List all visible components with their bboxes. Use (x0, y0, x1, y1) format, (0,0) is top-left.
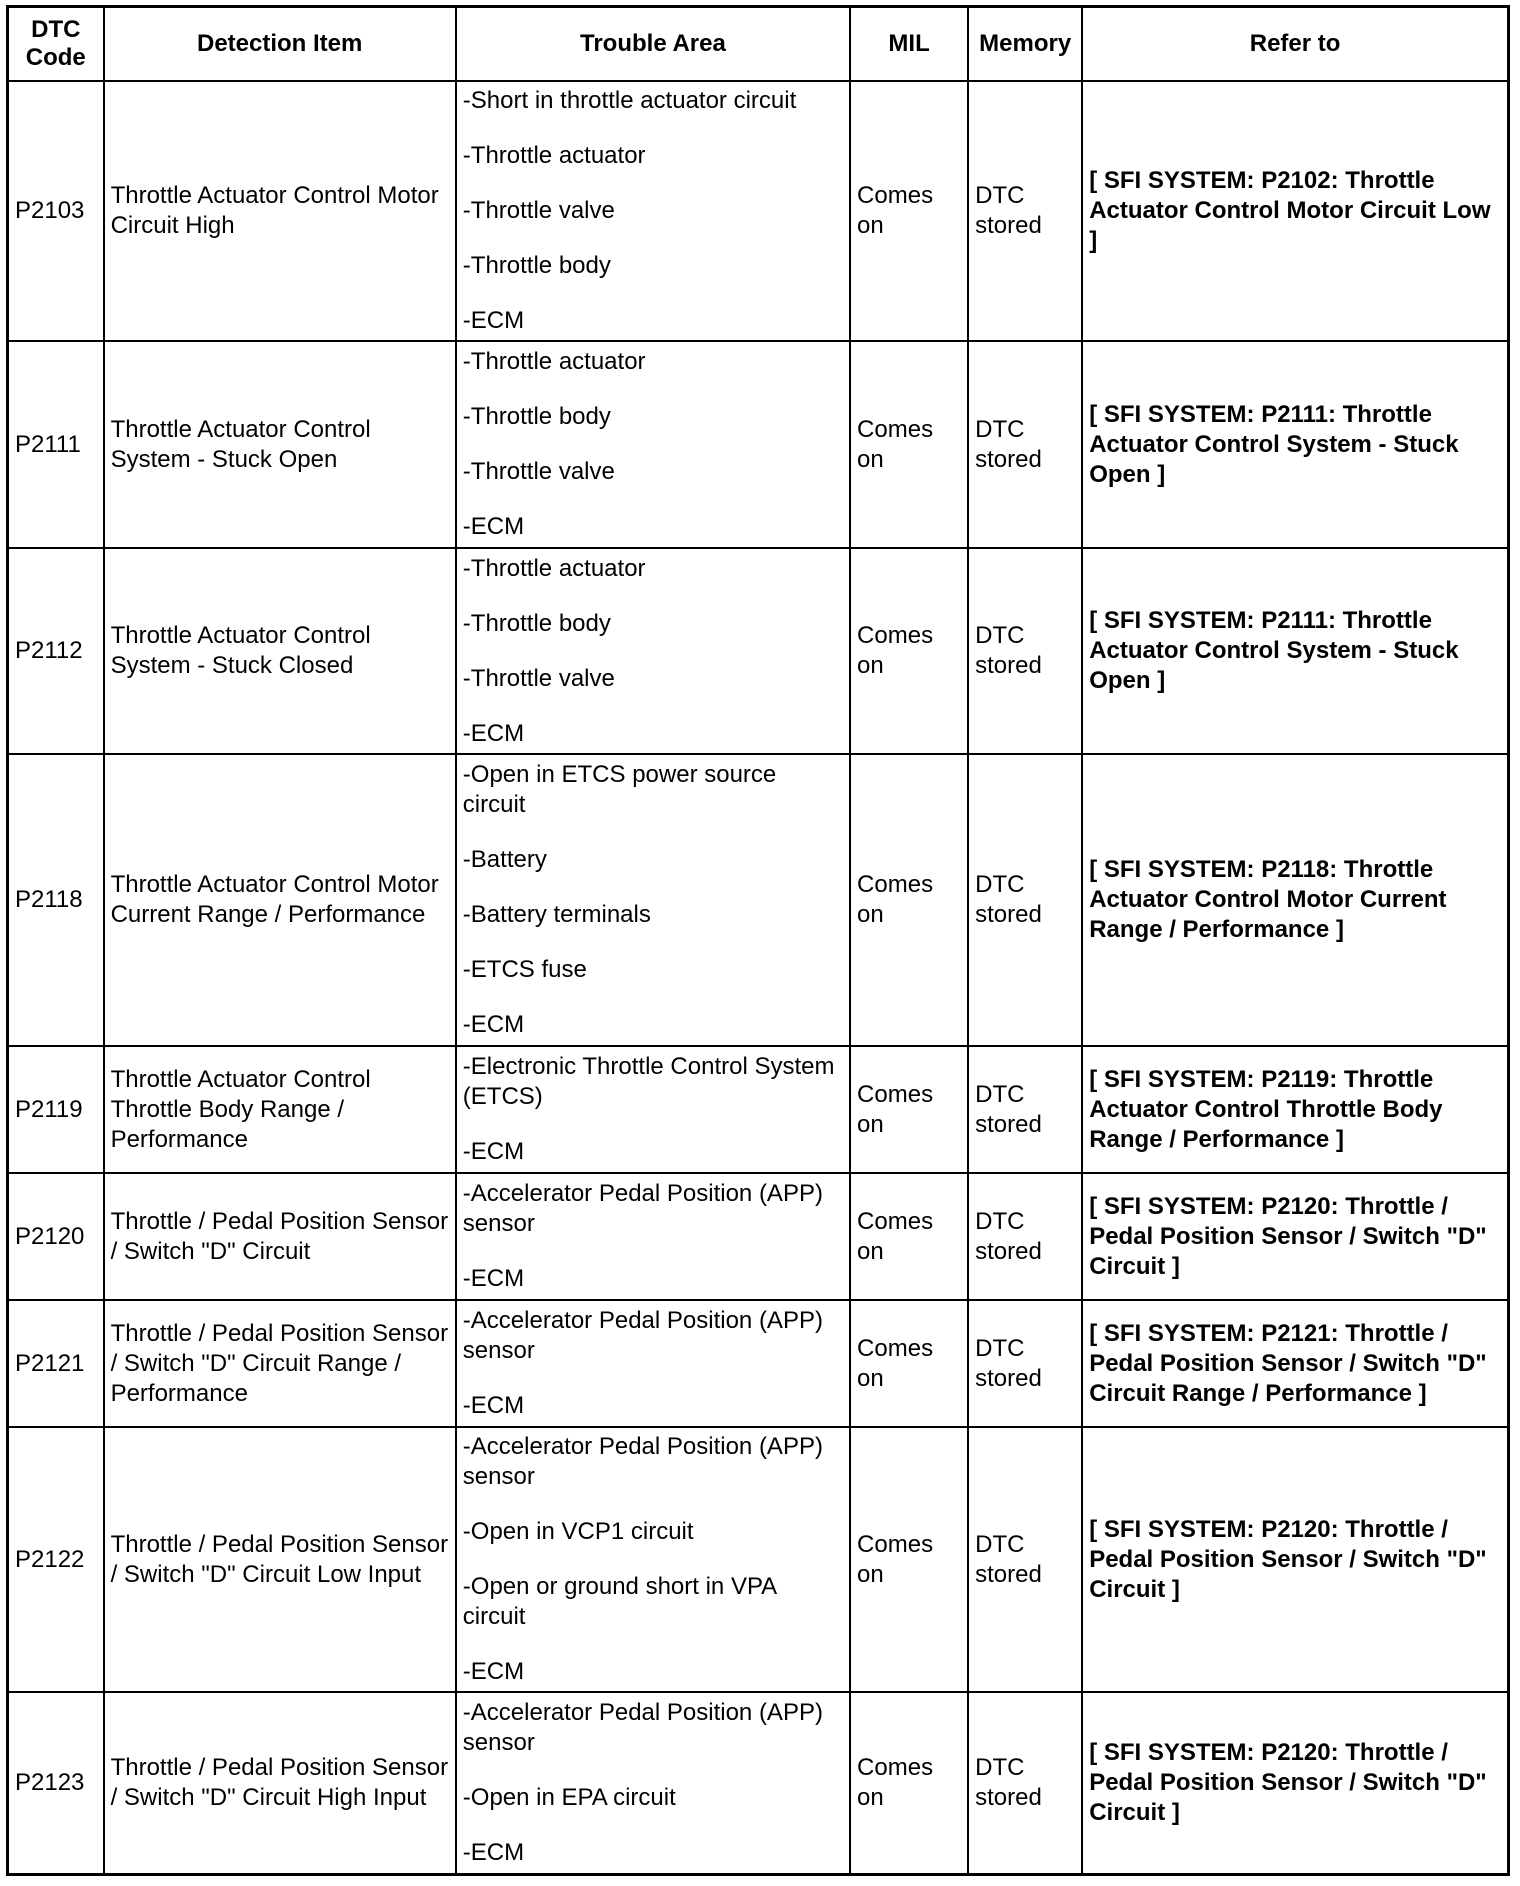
trouble-area-item: -Open in EPA circuit (462, 1783, 676, 1811)
header-dtc-code: DTC Code (8, 7, 104, 82)
mil-cell: Comes on (850, 81, 968, 341)
trouble-area-item: -ECM (462, 1392, 525, 1419)
detection-item-cell: Throttle Actuator Control System - Stuck Closed (104, 548, 456, 754)
trouble-area-item: -Throttle valve (462, 458, 615, 485)
trouble-area-item: -Throttle actuator (462, 348, 646, 375)
refer-to-cell: [ SFI SYSTEM: P2102: Throttle Actuator Control Motor Circuit Low ] (1082, 81, 1508, 341)
trouble-area-cell (456, 1173, 850, 1300)
trouble-area-item: -ECM (462, 1658, 525, 1685)
trouble-area-item: -Throttle valve (462, 197, 615, 224)
trouble-area-item: -Open or ground short in VPA circuit (462, 1573, 776, 1630)
trouble-area-item: -Battery (462, 846, 547, 873)
mil-cell: Comes on (850, 1173, 968, 1300)
mil-cell: Comes on (850, 1046, 968, 1173)
table-row (8, 1046, 1509, 1173)
table-row (8, 1300, 1509, 1427)
table-row (8, 548, 1509, 754)
table-row (8, 1692, 1509, 1874)
trouble-area-item: -Accelerator Pedal Position (APP) sensor (462, 1698, 823, 1756)
memory-cell: DTC stored (968, 1427, 1082, 1692)
dtc-code-cell: P2111 (8, 341, 104, 548)
refer-to-cell: [ SFI SYSTEM: P2120: Throttle / Pedal Position Sensor / Switch "D" Circuit ] (1082, 1173, 1508, 1300)
trouble-area-cell (456, 341, 850, 548)
detection-item-cell: Throttle Actuator Control Throttle Body Range / Performance (104, 1046, 456, 1173)
memory-cell: DTC stored (968, 754, 1082, 1046)
header-detection-item: Detection Item (104, 7, 456, 82)
table-row (8, 341, 1509, 548)
memory-cell: DTC stored (968, 548, 1082, 754)
trouble-area-item: -Throttle valve (462, 664, 615, 692)
detection-item-cell: Throttle / Pedal Position Sensor / Switch "D" Circuit Range / Performance (104, 1300, 456, 1427)
dtc-code-cell: P2121 (8, 1300, 104, 1427)
trouble-area-item: -ECM (462, 1265, 525, 1292)
refer-to-cell: [ SFI SYSTEM: P2119: Throttle Actuator Control Throttle Body Range / Performance ] (1082, 1046, 1508, 1173)
header-memory: Memory (968, 7, 1082, 82)
trouble-area-item: -Throttle actuator (462, 142, 646, 169)
trouble-area-item: -ECM (462, 513, 525, 540)
dtc-code-cell: P2123 (8, 1692, 104, 1874)
header-row (8, 7, 1509, 82)
table-body (8, 81, 1509, 1874)
detection-item-cell: Throttle / Pedal Position Sensor / Switch "D" Circuit High Input (104, 1692, 456, 1874)
dtc-code-cell: P2103 (8, 81, 104, 341)
trouble-area-item: -ETCS fuse (462, 956, 587, 983)
memory-cell: DTC stored (968, 81, 1082, 341)
detection-item-cell: Throttle Actuator Control System - Stuck Open (104, 341, 456, 548)
trouble-area-cell (456, 1046, 850, 1173)
trouble-area-item: -Short in throttle actuator circuit (462, 87, 797, 114)
memory-cell: DTC stored (968, 341, 1082, 548)
detection-item-cell: Throttle / Pedal Position Sensor / Switch "D" Circuit Low Input (104, 1427, 456, 1692)
trouble-area-cell (456, 1427, 850, 1692)
trouble-area-item: -Throttle actuator (462, 554, 646, 582)
mil-cell: Comes on (850, 1692, 968, 1874)
refer-to-cell: [ SFI SYSTEM: P2121: Throttle / Pedal Position Sensor / Switch "D" Circuit Range / Performance ] (1082, 1300, 1508, 1427)
dtc-table (6, 5, 1510, 1876)
refer-to-cell: [ SFI SYSTEM: P2111: Throttle Actuator Control System - Stuck Open ] (1082, 548, 1508, 754)
memory-cell: DTC stored (968, 1046, 1082, 1173)
refer-to-cell: [ SFI SYSTEM: P2120: Throttle / Pedal Position Sensor / Switch "D" Circuit ] (1082, 1427, 1508, 1692)
trouble-area-item: -ECM (462, 1011, 525, 1038)
trouble-area-cell (456, 1300, 850, 1427)
trouble-area-cell (456, 1692, 850, 1874)
trouble-area-item: -Open in VCP1 circuit (462, 1518, 694, 1545)
mil-cell: Comes on (850, 1427, 968, 1692)
trouble-area-item: -ECM (462, 719, 525, 747)
memory-cell: DTC stored (968, 1173, 1082, 1300)
trouble-area-item: -Throttle body (462, 252, 611, 279)
header-refer-to: Refer to (1082, 7, 1508, 82)
mil-cell: Comes on (850, 548, 968, 754)
trouble-area-item: -Accelerator Pedal Position (APP) sensor (462, 1433, 823, 1490)
detection-item-cell: Throttle Actuator Control Motor Current Range / Performance (104, 754, 456, 1046)
dtc-code-cell: P2119 (8, 1046, 104, 1173)
detection-item-cell: Throttle / Pedal Position Sensor / Switch "D" Circuit (104, 1173, 456, 1300)
refer-to-cell: [ SFI SYSTEM: P2118: Throttle Actuator Control Motor Current Range / Performance ] (1082, 754, 1508, 1046)
trouble-area-item: -Battery terminals (462, 901, 651, 928)
table-row (8, 81, 1509, 341)
trouble-area-item: -Throttle body (462, 609, 611, 637)
trouble-area-item: -Open in ETCS power source circuit (462, 761, 777, 818)
refer-to-cell: [ SFI SYSTEM: P2111: Throttle Actuator Control System - Stuck Open ] (1082, 341, 1508, 548)
mil-cell: Comes on (850, 341, 968, 548)
trouble-area-item: -Accelerator Pedal Position (APP) sensor (462, 1307, 823, 1364)
trouble-area-cell (456, 81, 850, 341)
trouble-area-cell (456, 754, 850, 1046)
trouble-area-cell (456, 548, 850, 754)
table-row (8, 1427, 1509, 1692)
detection-item-cell: Throttle Actuator Control Motor Circuit High (104, 81, 456, 341)
trouble-area-item: -ECM (462, 307, 525, 334)
dtc-code-cell: P2112 (8, 548, 104, 754)
dtc-code-cell: P2120 (8, 1173, 104, 1300)
header-trouble-area: Trouble Area (456, 7, 850, 82)
trouble-area-item: -Throttle body (462, 403, 611, 430)
trouble-area-item: -ECM (462, 1838, 525, 1866)
refer-to-cell: [ SFI SYSTEM: P2120: Throttle / Pedal Position Sensor / Switch "D" Circuit ] (1082, 1692, 1508, 1874)
memory-cell: DTC stored (968, 1300, 1082, 1427)
memory-cell: DTC stored (968, 1692, 1082, 1874)
trouble-area-item: -Accelerator Pedal Position (APP) sensor (462, 1180, 823, 1237)
trouble-area-item: -Electronic Throttle Control System (ETCS) (462, 1053, 835, 1110)
table-row (8, 1173, 1509, 1300)
mil-cell: Comes on (850, 1300, 968, 1427)
header-mil: MIL (850, 7, 968, 82)
table-row (8, 754, 1509, 1046)
mil-cell: Comes on (850, 754, 968, 1046)
dtc-code-cell: P2118 (8, 754, 104, 1046)
trouble-area-item: -ECM (462, 1138, 525, 1165)
dtc-code-cell: P2122 (8, 1427, 104, 1692)
